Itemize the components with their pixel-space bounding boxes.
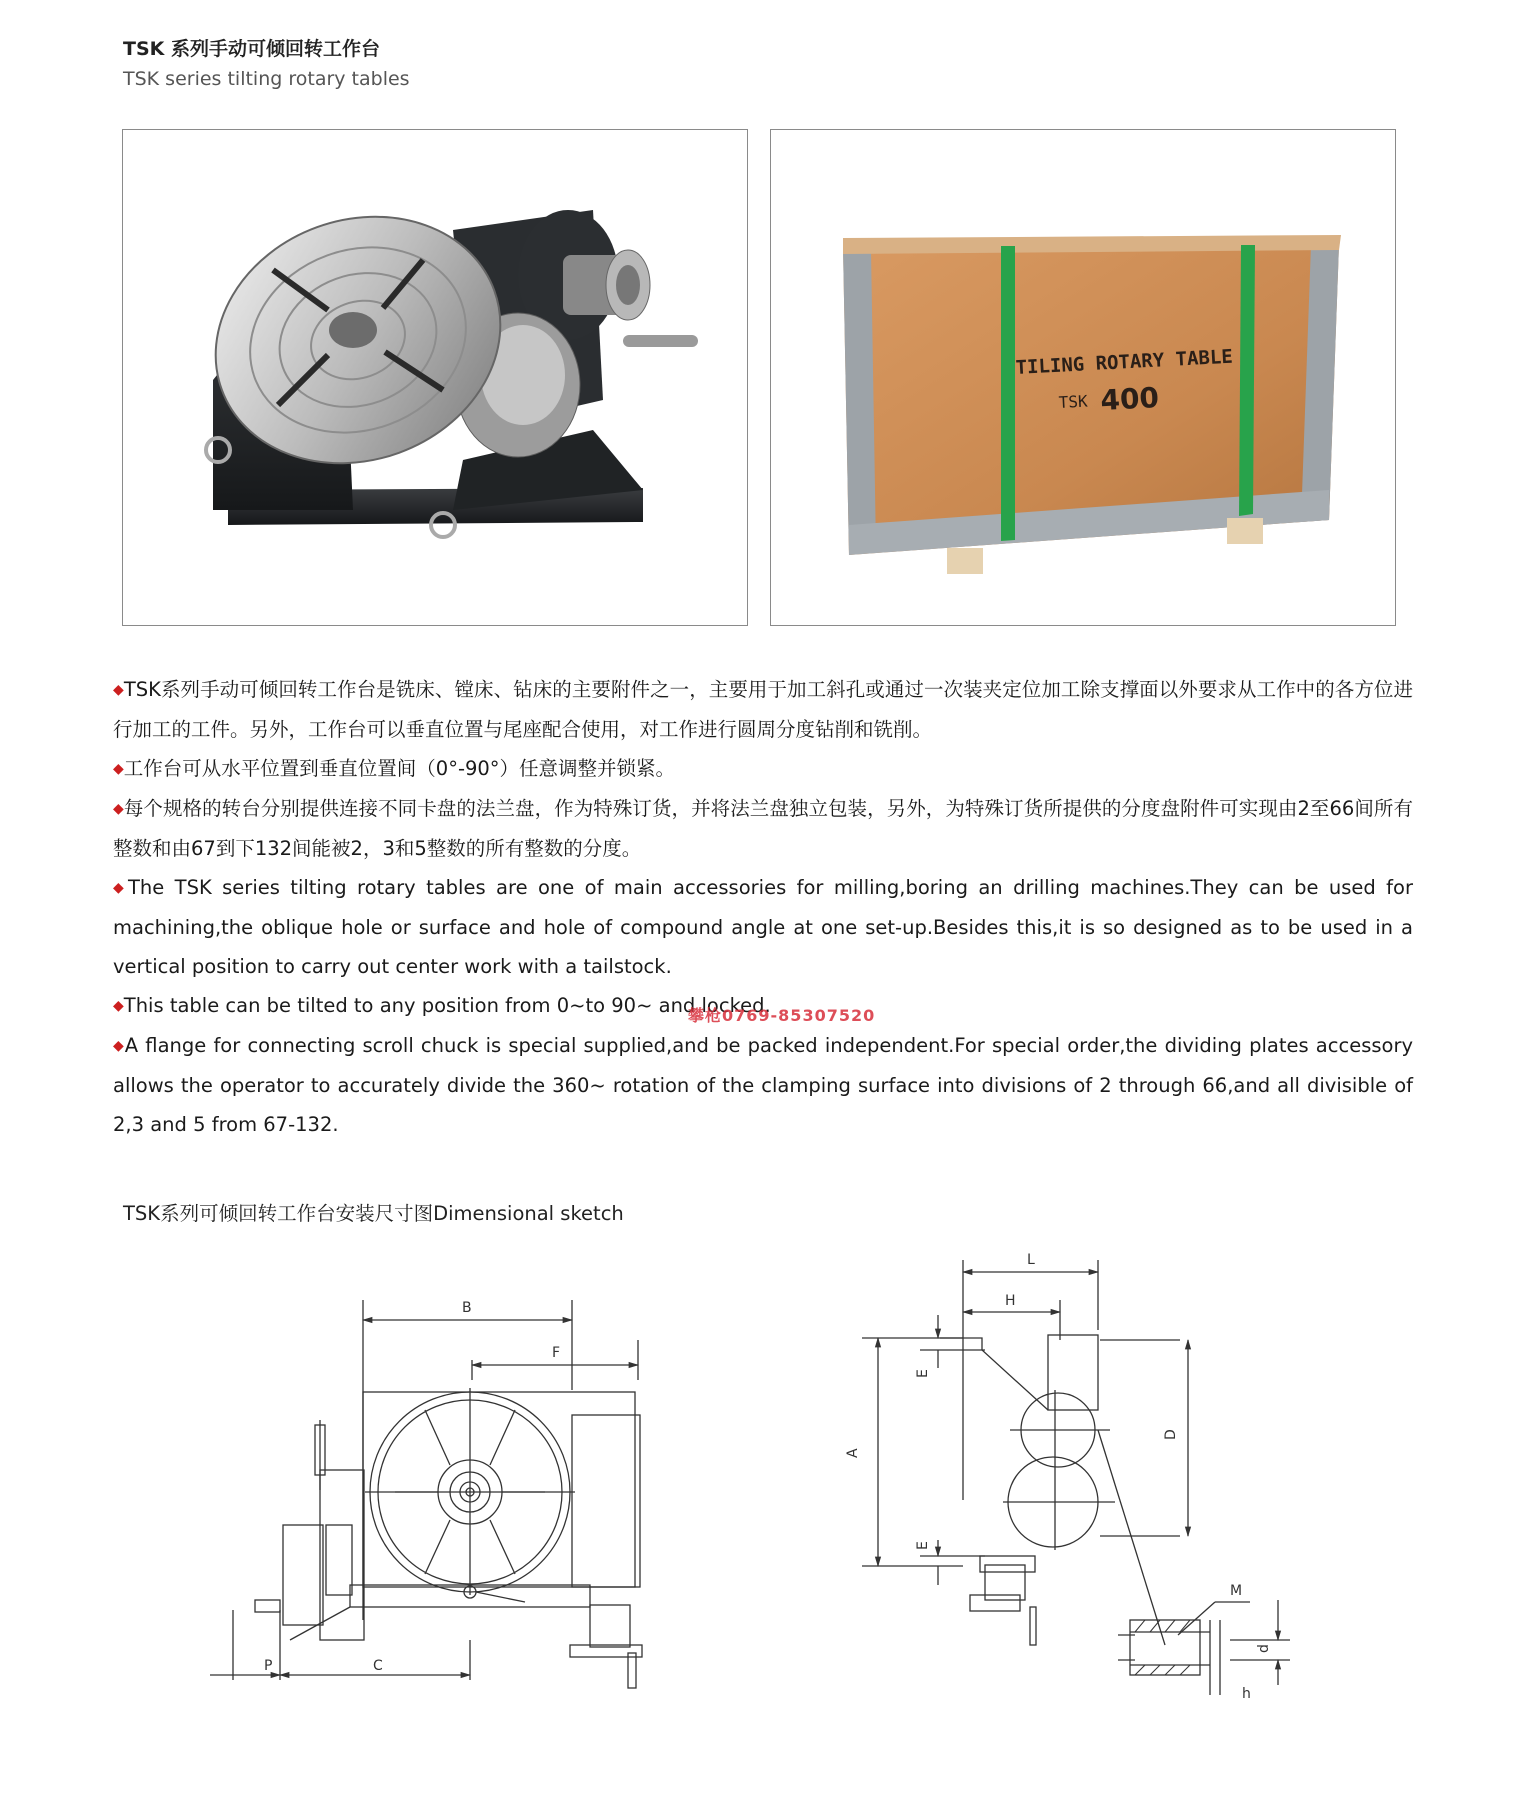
description-en-3: ◆A flange for connecting scroll chuck is special supplied,and be packed independent.For special order,the dividing plates accessory allows the operator to accurately divide the 360~ rotation of the clamping surface into divisions of 2 through 66,and all divisible of 2,3 and 5 from 67-132. bbox=[113, 1034, 1413, 1136]
dim-label-p: P bbox=[264, 1658, 273, 1674]
crate-label-size: 400 bbox=[1099, 380, 1160, 417]
sketch-title: TSK系列可倾回转工作台安装尺寸图Dimensional sketch bbox=[123, 1202, 624, 1225]
description-cn-1: ◆TSK系列手动可倾回转工作台是铣床、镗床、钻床的主要附件之一，主要用于加工斜孔或通过一次装夹定位加工除支撑面以外要求从工作中的各方位进行加工的工件。另外，工作台可以垂直位置与尾座配合使用，对工作进行圆周分度钻削和铣削。 bbox=[113, 678, 1413, 741]
rotary-table-photo bbox=[123, 130, 749, 627]
dim-label-b: B bbox=[462, 1300, 472, 1316]
dim-label-d: D bbox=[1163, 1429, 1179, 1440]
crate-label-model: TSK bbox=[1058, 391, 1089, 412]
bullet-icon: ◆ bbox=[113, 801, 124, 817]
dim-label-h: H bbox=[1005, 1293, 1016, 1309]
description-en-1: ◆The TSK series tilting rotary tables are one of main accessories for milling,boring an drilling machines.They can be used for machining,the oblique hole or surface and hole of compound angle at one set-up.Besides this,it is so designed as to be used in a vertical position to carry out center work with a tailstock. bbox=[113, 876, 1413, 978]
dim-label-h-small: h bbox=[1242, 1686, 1251, 1702]
description-cn-2: ◆工作台可从水平位置到垂直位置间（0°-90°）任意调整并锁紧。 bbox=[113, 757, 676, 780]
description-cn-3: ◆每个规格的转台分别提供连接不同卡盘的法兰盘，作为特殊订货，并将法兰盘独立包装，另外，为特殊订货所提供的分度盘附件可实现由2至66间所有整数和由67到下132间能被2，3和5整数的所有整数的分度。 bbox=[113, 797, 1413, 860]
description-en-2: ◆This table can be tilted to any position from 0~to 90~ and locked. bbox=[113, 994, 771, 1017]
phone-watermark: 攀枪0769-85307520 bbox=[688, 1006, 876, 1025]
dim-label-e-bottom: E bbox=[915, 1541, 931, 1550]
dimensional-sketch bbox=[0, 1240, 1524, 1760]
description-block bbox=[113, 670, 1413, 1144]
bullet-icon: ◆ bbox=[113, 880, 128, 896]
bullet-icon: ◆ bbox=[113, 998, 124, 1014]
product-photo-frame bbox=[122, 129, 748, 626]
dim-label-f: F bbox=[552, 1345, 561, 1361]
bullet-icon: ◆ bbox=[113, 682, 124, 698]
dim-label-e-top: E bbox=[915, 1369, 931, 1378]
bullet-icon: ◆ bbox=[113, 761, 124, 777]
dim-label-c: C bbox=[373, 1658, 383, 1674]
crate-label-line1: TILING ROTARY TABLE bbox=[1015, 345, 1234, 379]
bullet-icon: ◆ bbox=[113, 1038, 125, 1054]
dim-label-d-small: d bbox=[1256, 1644, 1272, 1653]
packaging-photo-frame bbox=[770, 129, 1396, 626]
dim-label-a: A bbox=[845, 1448, 861, 1458]
page-subtitle: TSK series tilting rotary tables bbox=[123, 68, 410, 90]
wooden-crate-photo bbox=[771, 130, 1397, 627]
dim-label-l: L bbox=[1027, 1252, 1035, 1268]
page-title: TSK 系列手动可倾回转工作台 bbox=[123, 38, 380, 60]
dim-label-m: M bbox=[1230, 1583, 1243, 1599]
